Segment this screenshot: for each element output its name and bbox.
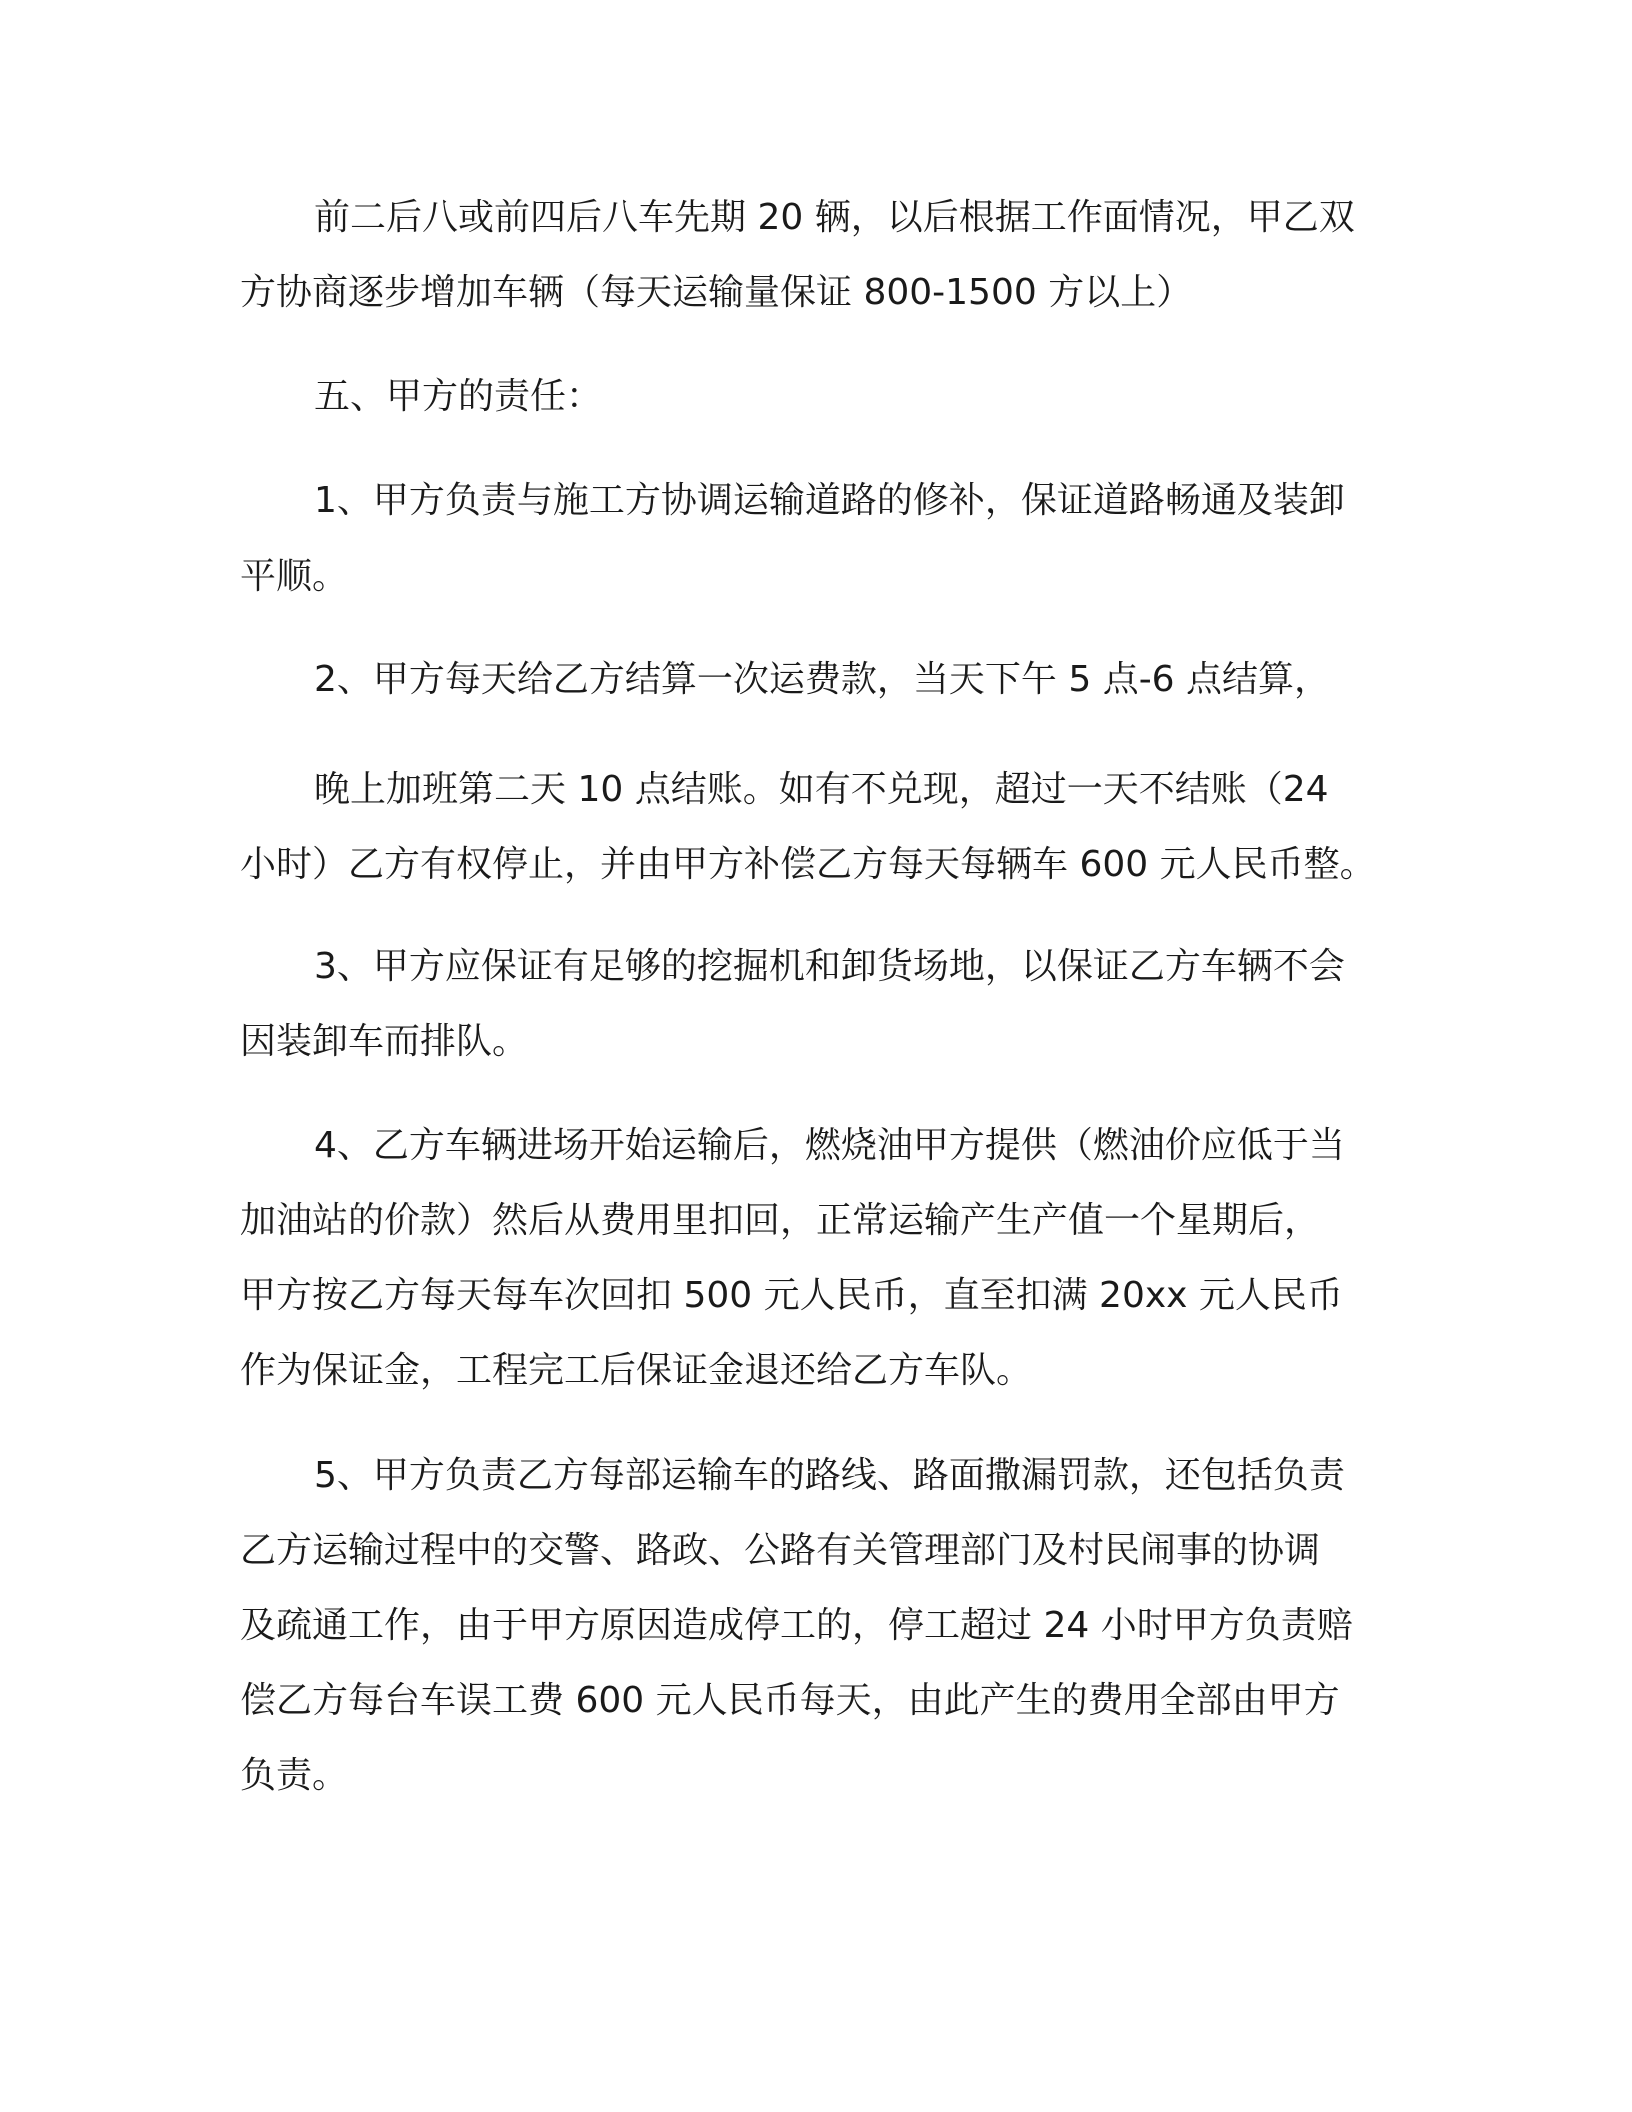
clause-5-line-1: 5、甲方负责乙方每部运输车的路线、路面撒漏罚款，还包括负责: [314, 1455, 1345, 1496]
clause-1-line-2: 平顺。: [240, 556, 349, 597]
clause-4-line-3: 甲方按乙方每天每车次回扣 500 元人民币，直至扣满 20xx 元人民币: [240, 1275, 1343, 1316]
clause-4-line-4: 作为保证金，工程完工后保证金退还给乙方车队。: [240, 1350, 1033, 1391]
clause-3-line-2: 因装卸车而排队。: [240, 1021, 529, 1062]
clause-2-line-3: 小时）乙方有权停止，并由甲方补偿乙方每天每辆车 600 元人民币整。: [240, 844, 1376, 885]
clause-4-line-2: 加油站的价款）然后从费用里扣回，正常运输产生产值一个星期后，: [240, 1200, 1321, 1241]
paragraph-vehicles-line-2: 方协商逐步增加车辆（每天运输量保证 800-1500 方以上）: [240, 272, 1193, 313]
clause-5-line-2: 乙方运输过程中的交警、路政、公路有关管理部门及村民闹事的协调: [240, 1530, 1321, 1571]
clause-4-line-1: 4、乙方车辆进场开始运输后，燃烧油甲方提供（燃油价应低于当: [314, 1125, 1345, 1166]
clause-5-line-3: 及疏通工作，由于甲方原因造成停工的，停工超过 24 小时甲方负责赔: [240, 1605, 1353, 1646]
section-heading-party-a-duties: 五、甲方的责任：: [314, 376, 603, 417]
clause-5-line-4: 偿乙方每台车误工费 600 元人民币每天，由此产生的费用全部由甲方: [240, 1680, 1340, 1721]
paragraph-vehicles-line-1: 前二后八或前四后八车先期 20 辆，以后根据工作面情况，甲乙双: [314, 197, 1355, 238]
clause-1-line-1: 1、甲方负责与施工方协调运输道路的修补，保证道路畅通及装卸: [314, 480, 1345, 521]
clause-5-line-5: 负责。: [240, 1755, 349, 1796]
clause-2-line-1: 2、甲方每天给乙方结算一次运费款，当天下午 5 点-6 点结算，: [314, 659, 1331, 700]
clause-2-line-2: 晚上加班第二天 10 点结账。如有不兑现，超过一天不结账（24: [314, 769, 1329, 810]
clause-3-line-1: 3、甲方应保证有足够的挖掘机和卸货场地，以保证乙方车辆不会: [314, 946, 1345, 987]
